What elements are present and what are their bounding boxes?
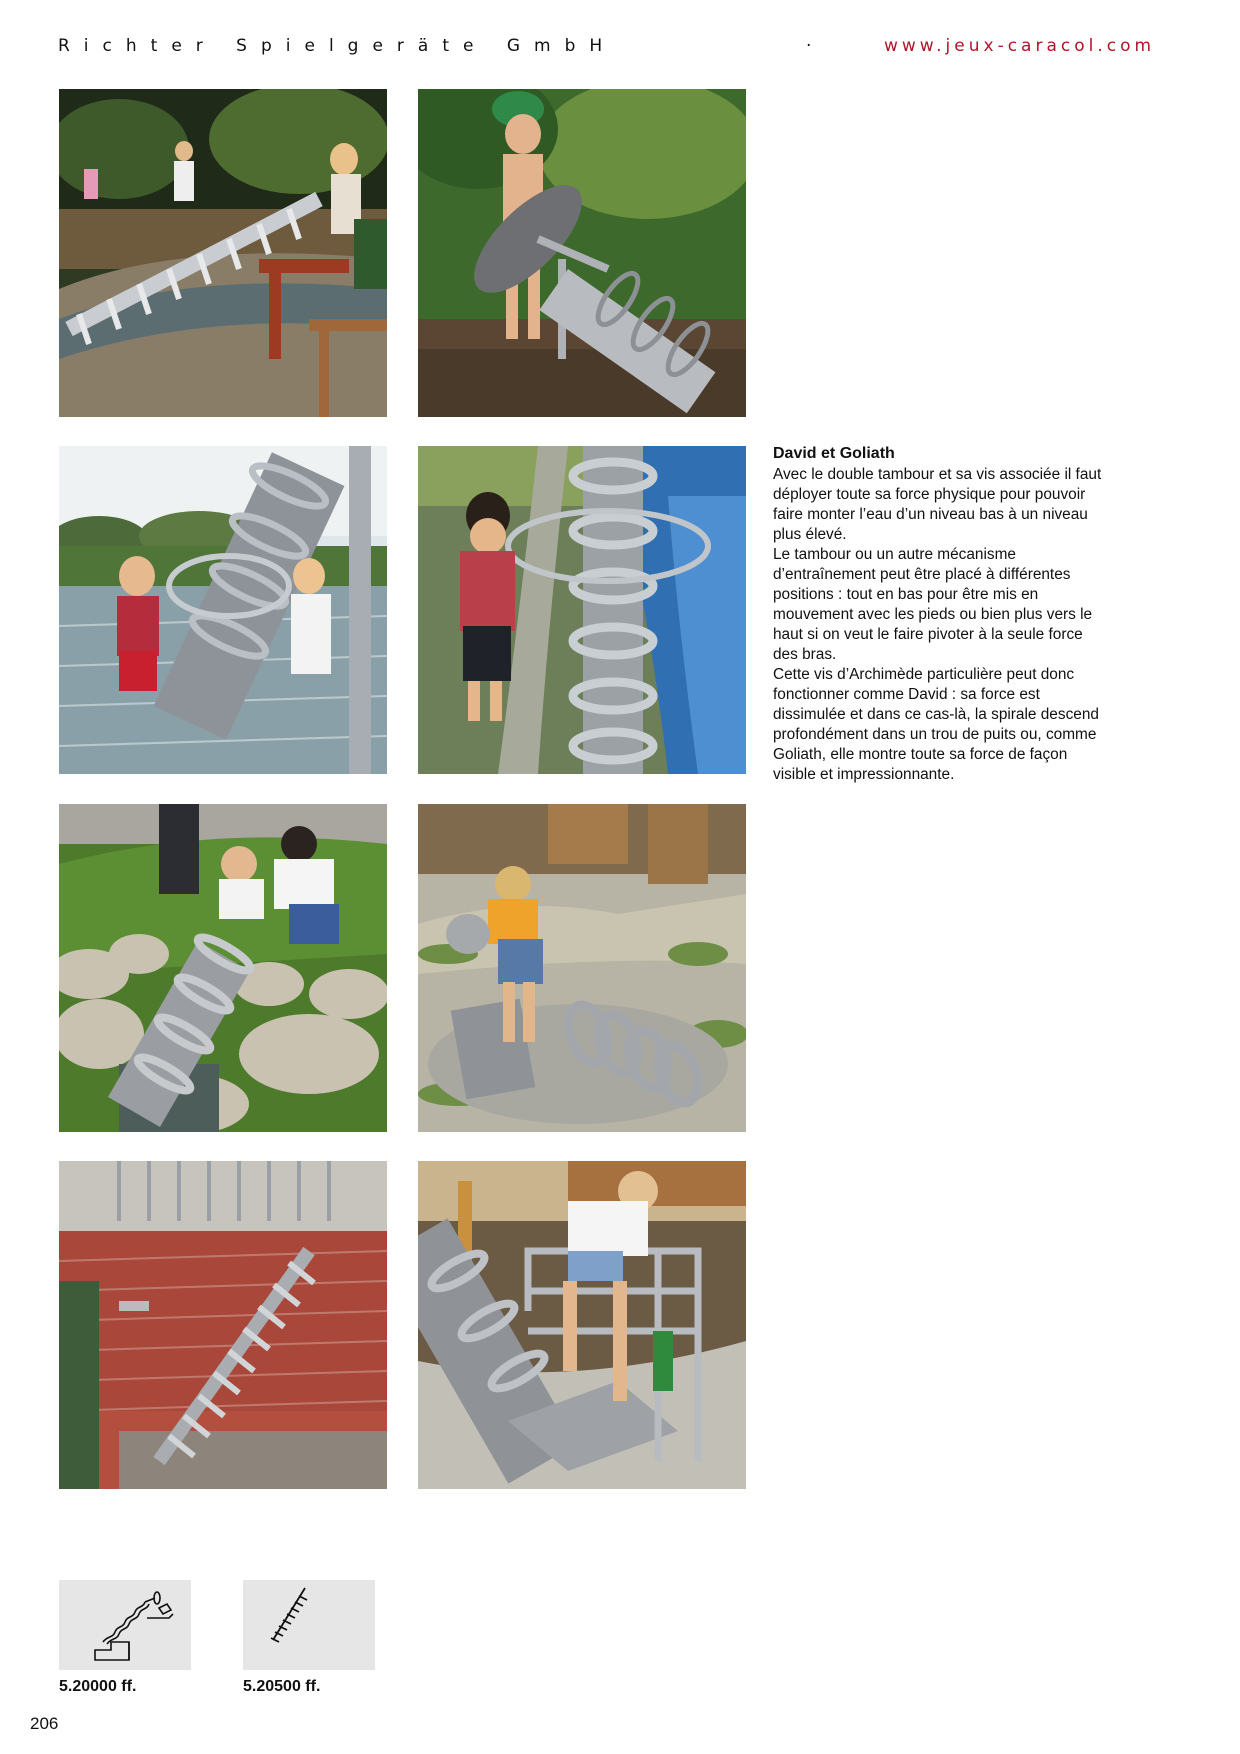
photo-5 bbox=[59, 804, 387, 1132]
product-code-2: 5.20500 ff. bbox=[243, 1678, 321, 1695]
page-number: 206 bbox=[30, 1714, 59, 1733]
screw-with-wheel-icon bbox=[59, 1580, 191, 1670]
article-text bbox=[773, 444, 1103, 785]
website-url[interactable]: www.jeux-caracol.com bbox=[884, 36, 1156, 56]
page-header bbox=[58, 36, 1156, 62]
product-code-1: 5.20000 ff. bbox=[59, 1678, 137, 1695]
photo-3 bbox=[59, 446, 387, 774]
article-paragraph-1: Avec le double tambour et sa vis associée il faut déployer toute sa force physique pour pouvoir faire monter l’eau d’un niveau bas à un niveau plus élevé. bbox=[773, 466, 1102, 543]
photo-8 bbox=[418, 1161, 746, 1489]
product-icon-box-1 bbox=[59, 1580, 191, 1670]
photo-1 bbox=[59, 89, 387, 417]
photo-2 bbox=[418, 89, 746, 417]
company-name: Richter Spielgeräte GmbH bbox=[58, 36, 617, 56]
photo-7 bbox=[59, 1161, 387, 1489]
product-icon-box-2 bbox=[243, 1580, 375, 1670]
article-paragraph-2: Le tambour ou un autre mécanisme d’entraînement peut être placé à différentes positions : tout en bas pour être mis en mouvement avec les pieds ou bien plus vers le haut si on veut le faire pivoter à la seule force des bras. bbox=[773, 546, 1093, 663]
screw-icon bbox=[243, 1580, 375, 1670]
article-paragraph-3: Cette vis d’Archimède particulière peut donc fonctionner comme David : sa force est dissimulée et dans ce cas-là, la spirale descend profondément dans un trou de puits ou, comme Goliath, elle montre toute sa force de façon visible et impressionnante. bbox=[773, 666, 1099, 783]
photo-4 bbox=[418, 446, 746, 774]
photo-6 bbox=[418, 804, 746, 1132]
article-title: David et Goliath bbox=[773, 445, 895, 462]
header-separator: · bbox=[806, 36, 812, 56]
